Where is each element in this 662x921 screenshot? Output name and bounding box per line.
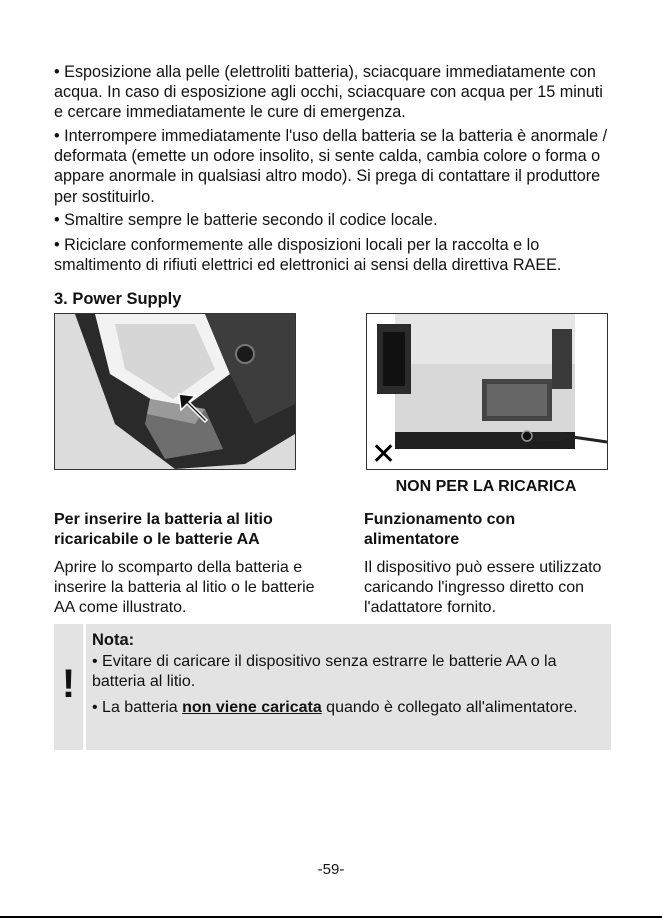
safety-paragraph-recycling: • Riciclare conformemente alle disposizioni locali per la raccolta e lo smaltimento di rifiuti elettrici ed elettronici ai sensi della direttiva RAEE. — [54, 236, 562, 275]
bottom-rule — [0, 916, 662, 918]
power-adapter-illustration — [367, 314, 607, 469]
battery-insert-heading: Per inserire la batteria al litio ricaricabile o le batterie AA — [54, 511, 273, 548]
note-box — [54, 624, 611, 750]
page-number: -59- — [317, 861, 345, 878]
note-line-2-emphasis: non viene caricata — [182, 699, 322, 716]
safety-paragraph-disposal: • Smaltire sempre le batterie secondo il codice locale. — [54, 211, 438, 229]
power-adapter-photo — [366, 313, 608, 470]
note-content — [92, 630, 602, 718]
note-line-1: • Evitare di caricare il dispositivo senza estrarre le batterie AA o la batteria al litio. — [92, 653, 557, 690]
battery-insert-illustration — [55, 314, 295, 469]
note-title: Nota: — [92, 631, 135, 649]
battery-insert-text: Aprire lo scomparto della batteria e inserire la batteria al litio o le batterie AA come illustrato. — [54, 559, 315, 616]
battery-insert-photo — [54, 313, 296, 470]
adapter-operation-text: Il dispositivo può essere utilizzato caricando l'ingresso diretto con l'adattatore fornito. — [364, 559, 602, 616]
safety-paragraph-skin-exposure: • Esposizione alla pelle (elettroliti batteria), sciacquare immediatamente con acqua. In caso di esposizione agli occhi, sciacquare con acqua per 15 minuti e cercare immediatamente le cure di emergenza. — [54, 63, 603, 122]
note-line-2-suffix: quando è collegato all'alimentatore. — [321, 699, 578, 716]
note-symbol-column — [54, 624, 86, 750]
safety-paragraph-abnormal-battery: • Interrompere immediatamente l'uso della batteria se la batteria è anormale / deformata (emette un odore insolito, si sente calda, cambia colore o forma o appare anormale in qualsiasi altro modo). Si prega di contattare il produttore per sostituirlo. — [54, 127, 608, 206]
section-title: 3. Power Supply — [54, 290, 182, 308]
not-for-charging-caption: NON PER LA RICARICA — [395, 478, 577, 495]
note-line-2 — [92, 698, 602, 718]
adapter-operation-heading: Funzionamento con alimentatore — [364, 511, 516, 548]
prohibited-x-icon: ✕ — [371, 437, 397, 469]
exclamation-icon: ! — [61, 662, 76, 706]
note-line-2-prefix: • La batteria — [92, 699, 183, 716]
